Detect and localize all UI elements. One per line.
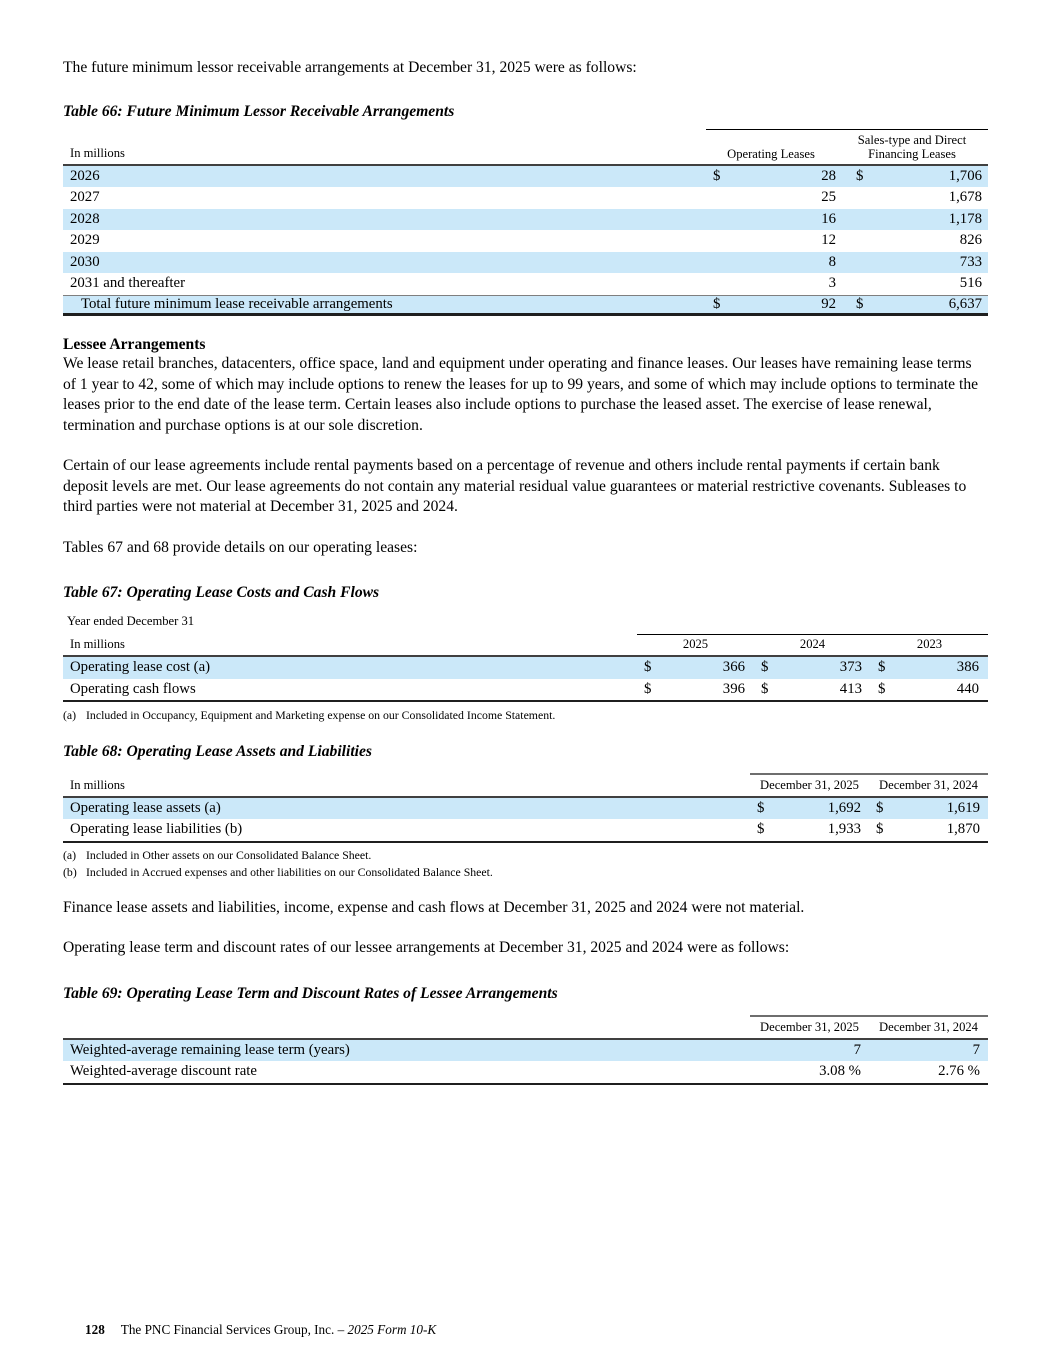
dollar-sign: $ bbox=[757, 821, 765, 838]
dollar-sign: $ bbox=[761, 680, 769, 697]
cell bbox=[871, 681, 988, 698]
cell-value: 440 bbox=[956, 680, 979, 697]
table-row bbox=[63, 1061, 988, 1083]
table66 bbox=[63, 129, 988, 317]
row-label: Operating lease assets (a) bbox=[70, 799, 221, 816]
footnote-marker: (a) bbox=[63, 708, 77, 722]
dollar-sign: $ bbox=[878, 680, 886, 697]
table68-title: Table 68: Operating Lease Assets and Liabilities bbox=[63, 742, 372, 760]
cell bbox=[836, 232, 988, 249]
cell-value: 25 bbox=[821, 189, 836, 206]
table-row bbox=[63, 166, 988, 188]
lease-term-paragraph: Operating lease term and discount rates of our lessee arrangements at December 31, 2025 and 2024 were as follows: bbox=[63, 939, 790, 956]
footnote-text: Included in Other assets on our Consolidated Balance Sheet. bbox=[86, 847, 372, 862]
table68-body bbox=[63, 796, 988, 843]
table-row bbox=[63, 819, 988, 841]
row-label: 2029 bbox=[70, 232, 100, 249]
table-row bbox=[63, 273, 988, 295]
lessee-paragraph-3: Tables 67 and 68 provide details on our operating leases: bbox=[63, 538, 418, 556]
cell-value: 7 bbox=[972, 1041, 980, 1058]
cell bbox=[706, 168, 836, 185]
table-total-row bbox=[63, 295, 988, 317]
cell bbox=[750, 800, 869, 817]
cell bbox=[750, 821, 869, 838]
period-label: Year ended December 31 bbox=[67, 614, 195, 628]
empty-header-cell bbox=[63, 1035, 750, 1038]
cell-value: 733 bbox=[959, 253, 982, 270]
cell-value: 1,933 bbox=[827, 821, 861, 838]
table-row bbox=[63, 798, 988, 820]
cell bbox=[754, 681, 871, 698]
cell bbox=[706, 189, 836, 206]
cell-value: 8 bbox=[828, 253, 836, 270]
table67 bbox=[63, 614, 988, 723]
cell bbox=[869, 1042, 988, 1059]
cell-value: 396 bbox=[722, 680, 745, 697]
dollar-sign: $ bbox=[876, 821, 884, 838]
table67-header bbox=[63, 634, 988, 655]
table69-header bbox=[63, 1015, 988, 1038]
table-row bbox=[63, 252, 988, 274]
cell bbox=[706, 296, 836, 313]
in-millions-label: In millions bbox=[70, 145, 125, 160]
table69-title: Table 69: Operating Lease Term and Discount Rates of Lessee Arrangements bbox=[63, 984, 558, 1002]
dollar-sign: $ bbox=[713, 167, 721, 184]
cell bbox=[706, 211, 836, 228]
cell bbox=[637, 659, 754, 676]
page-footer bbox=[85, 1322, 436, 1338]
dollar-sign: $ bbox=[761, 659, 769, 676]
row-label: Weighted-average remaining lease term (years) bbox=[70, 1041, 350, 1058]
table-row bbox=[63, 657, 988, 679]
dollar-sign: $ bbox=[713, 295, 721, 312]
table66-header bbox=[63, 129, 988, 164]
cell bbox=[836, 275, 988, 292]
cell-value: 366 bbox=[722, 659, 745, 676]
dollar-sign: $ bbox=[757, 799, 765, 816]
cell bbox=[871, 659, 988, 676]
cell bbox=[706, 275, 836, 292]
finance-lease-paragraph: Finance lease assets and liabilities, income, expense and cash flows at December 31, 2025 and 2024 were not material. bbox=[63, 898, 805, 916]
cell-value: 516 bbox=[959, 275, 982, 292]
footnote-marker: (b) bbox=[63, 865, 77, 879]
cell bbox=[836, 189, 988, 206]
dollar-sign: $ bbox=[856, 167, 864, 184]
date-header-2025: December 31, 2025 bbox=[760, 777, 859, 792]
footnote-text: Included in Occupancy, Equipment and Marketing expense on our Consolidated Income Statement. bbox=[86, 708, 556, 722]
cell-value: 3 bbox=[828, 275, 836, 292]
cell bbox=[836, 254, 988, 271]
dollar-sign: $ bbox=[856, 295, 864, 312]
table-row bbox=[63, 1040, 988, 1062]
dollar-sign: $ bbox=[878, 659, 886, 676]
cell bbox=[869, 821, 988, 838]
cell-value: 386 bbox=[956, 659, 979, 676]
table68-date-headers bbox=[750, 773, 988, 796]
cell bbox=[750, 1042, 869, 1059]
cell-value: 1,692 bbox=[827, 799, 861, 816]
date-header-2025: December 31, 2025 bbox=[760, 1019, 859, 1034]
table67-body bbox=[63, 655, 988, 702]
footer-company: The PNC Financial Services Group, Inc. – bbox=[120, 1322, 348, 1337]
table69 bbox=[63, 1015, 988, 1085]
lessee-paragraph-2: Certain of our lease agreements include rental payments based on a percentage of revenue and others include rental payments if certain bank deposit levels are met. Our lease agreements do not contain any material residual value guarantees or material restrictive covenants. Subleases to third parties were not material at December 31, 2025 and 2024. bbox=[63, 457, 967, 515]
table-row bbox=[63, 230, 988, 252]
cell-value: 3.08 % bbox=[819, 1063, 861, 1080]
cell bbox=[869, 800, 988, 817]
lessee-paragraph-1: We lease retail branches, datacenters, office space, land and equipment under operating and finance leases. Our leases have remaining lease terms of 1 year to 42, some of which may include options to renew the leases for up to 99 years, and some of which may include options to terminate the leases prior to the end date of the lease term. Certain leases also include options to purchase the leased asset. The exercise of lease renewal, termination and purchase options is at our sole discretion. bbox=[63, 355, 979, 434]
cell bbox=[637, 681, 754, 698]
cell bbox=[836, 296, 988, 313]
dollar-sign: $ bbox=[876, 799, 884, 816]
cell bbox=[836, 168, 988, 185]
cell-value: 826 bbox=[959, 232, 982, 249]
table-row bbox=[63, 209, 988, 231]
row-label: 2026 bbox=[70, 167, 100, 184]
footnote-marker: (a) bbox=[63, 847, 77, 862]
table67-year-headers bbox=[637, 634, 988, 655]
year-header-2023: 2023 bbox=[916, 637, 943, 651]
date-header-2024: December 31, 2024 bbox=[879, 777, 978, 792]
footer-form-label: 2025 Form 10-K bbox=[347, 1322, 437, 1337]
table69-date-headers bbox=[750, 1015, 988, 1038]
row-label: Operating lease cost (a) bbox=[70, 659, 211, 676]
date-header-2024: December 31, 2024 bbox=[879, 1019, 978, 1034]
footnote bbox=[63, 708, 988, 723]
row-label: 2031 and thereafter bbox=[70, 275, 186, 292]
cell-value: 1,706 bbox=[948, 167, 982, 184]
cell-value: 2.76 % bbox=[938, 1063, 980, 1080]
row-label: 2027 bbox=[70, 189, 100, 206]
table-row bbox=[63, 187, 988, 209]
lessee-arrangements-heading: Lessee Arrangements bbox=[63, 336, 206, 353]
footnote bbox=[63, 848, 988, 863]
year-header-2024: 2024 bbox=[799, 637, 826, 651]
footnote bbox=[63, 865, 988, 880]
cell bbox=[754, 659, 871, 676]
table66-body bbox=[63, 164, 988, 317]
row-label: Weighted-average discount rate bbox=[70, 1063, 257, 1080]
cell-value: 1,178 bbox=[948, 210, 982, 227]
table66-column-headers bbox=[706, 129, 988, 164]
table68 bbox=[63, 773, 988, 880]
table-row bbox=[63, 679, 988, 701]
cell-value: 6,637 bbox=[948, 295, 982, 312]
cell-value: 92 bbox=[821, 295, 836, 312]
cell bbox=[869, 1063, 988, 1080]
cell-value: 12 bbox=[821, 232, 836, 249]
cell-value: 1,678 bbox=[948, 189, 982, 206]
cell bbox=[706, 232, 836, 249]
dollar-sign: $ bbox=[644, 659, 652, 676]
footnote-text: Included in Accrued expenses and other liabilities on our Consolidated Balance Sheet. bbox=[86, 865, 493, 879]
column-header-sales-type: Sales-type and Direct Financing Leases bbox=[857, 132, 967, 161]
in-millions-label: In millions bbox=[70, 637, 125, 651]
table67-title: Table 67: Operating Lease Costs and Cash Flows bbox=[63, 584, 380, 601]
in-millions-label: In millions bbox=[70, 777, 125, 792]
table68-header bbox=[63, 773, 988, 796]
column-header-operating-leases: Operating Leases bbox=[727, 146, 815, 161]
row-label: Operating cash flows bbox=[70, 680, 196, 697]
intro-paragraph: The future minimum lessor receivable arrangements at December 31, 2025 were as follows: bbox=[63, 59, 637, 76]
cell bbox=[836, 211, 988, 228]
row-label: Total future minimum lease receivable arrangements bbox=[81, 295, 393, 312]
cell bbox=[706, 254, 836, 271]
cell-value: 16 bbox=[821, 210, 836, 227]
row-label: 2028 bbox=[70, 210, 100, 227]
row-label: 2030 bbox=[70, 253, 100, 270]
cell-value: 373 bbox=[839, 659, 862, 676]
year-header-2025: 2025 bbox=[682, 637, 709, 651]
cell-value: 1,619 bbox=[946, 799, 980, 816]
cell-value: 28 bbox=[821, 167, 836, 184]
cell-value: 413 bbox=[839, 680, 862, 697]
cell-value: 1,870 bbox=[946, 821, 980, 838]
table69-body bbox=[63, 1038, 988, 1085]
row-label: Operating lease liabilities (b) bbox=[70, 821, 243, 838]
cell-value: 7 bbox=[853, 1041, 861, 1058]
table66-title: Table 66: Future Minimum Lessor Receivable Arrangements bbox=[63, 102, 455, 120]
dollar-sign: $ bbox=[644, 680, 652, 697]
page-number: 128 bbox=[85, 1322, 105, 1337]
cell bbox=[750, 1063, 869, 1080]
